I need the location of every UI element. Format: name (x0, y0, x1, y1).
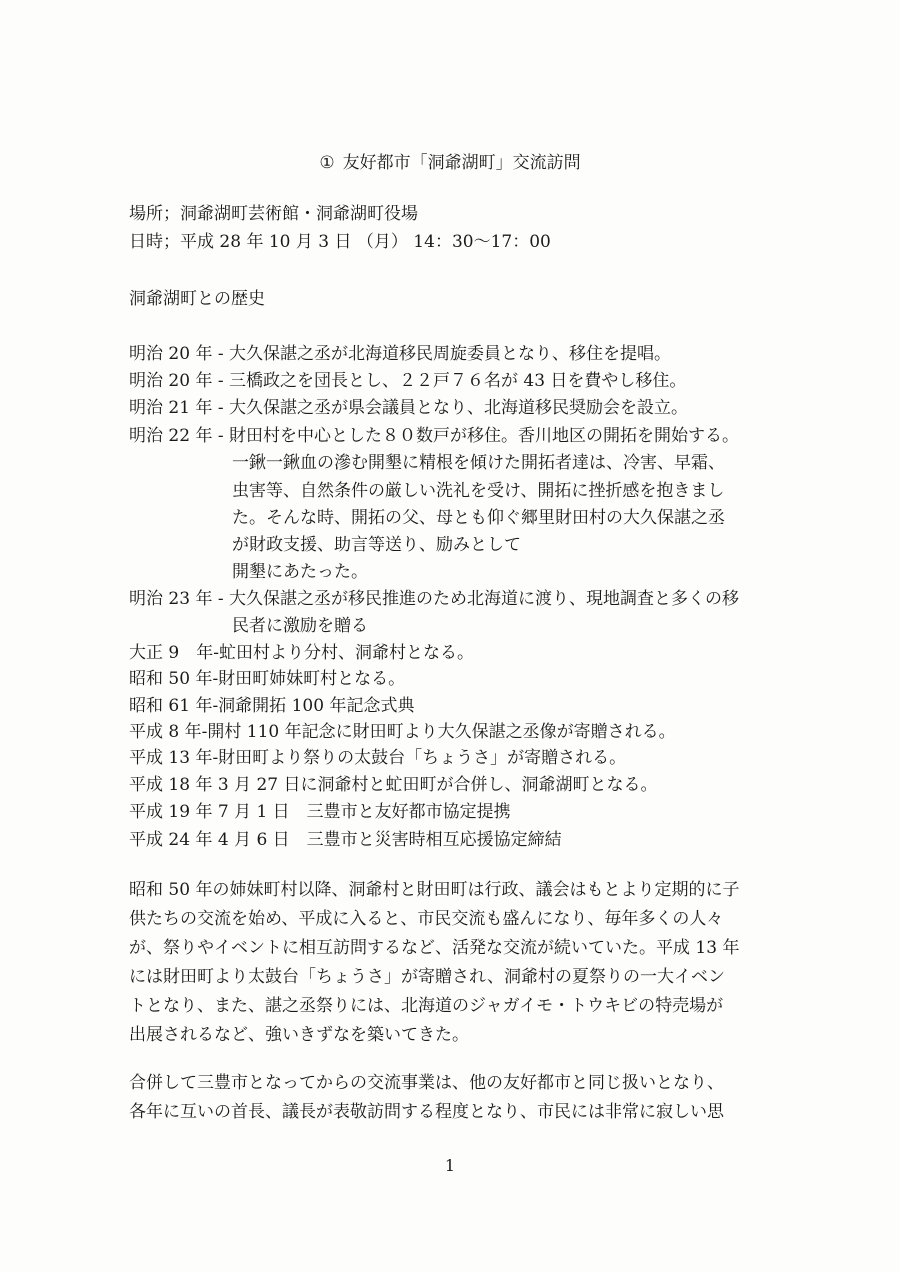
paragraph-line: 供たちの交流を始め、平成に入ると、市民交流も盛んになり、毎年多くの人々 (129, 909, 724, 929)
title-number: ① (319, 153, 335, 173)
paragraph-line: が、祭りやイベントに相互訪問するなど、活発な交流が続いていた。平成 13 年 (129, 938, 740, 958)
history-item: 明治 22 年 - 財田村を中心とした８０数戸が移住。香川地区の開拓を開始する。 (129, 426, 739, 446)
history-item: 平成 8 年-開村 110 年記念に財田町より大久保諶之丞像が寄贈される。 (129, 722, 676, 742)
history-item: 大正 9 年-虻田村より分村、洞爺村となる。 (129, 643, 474, 663)
paragraph-line: 昭和 50 年の姉妹町村以降、洞爺村と財田町は行政、議会はもとより定期的に子 (129, 880, 740, 900)
paragraph-line: 各年に互いの首長、議長が表敬訪問する程度となり、市民には非常に寂しい思 (129, 1102, 724, 1122)
history-item: 平成 13 年-財田町より祭りの太鼓台「ちょうさ」が寄贈される。 (129, 748, 627, 768)
paragraph-line: 出展されるなど、強いきずなを築いてきた。 (129, 1025, 469, 1045)
paragraph-line: には財田町より太鼓台「ちょうさ」が寄贈され、洞爺村の夏祭りの一大イベン (129, 967, 726, 987)
history-item: 平成 24 年 4 月 6 日 三豊市と災害時相互応援協定締結 (129, 830, 562, 850)
page-number: 1 (444, 1156, 456, 1175)
history-item: 明治 20 年 - 大久保諶之丞が北海道移民周旋委員となり、移住を提唱。 (129, 344, 671, 364)
history-detail-line: が財政支援、助言等送り、励みとして (232, 535, 521, 555)
paragraph-line: トとなり、また、諶之丞祭りには、北海道のジャガイモ・トウキビの特売場が (129, 996, 724, 1016)
history-detail-line: 開墾にあたった。 (232, 562, 368, 582)
history-detail-line: 一鍬一鍬血の滲む開墾に精根を傾けた開拓者達は、冷害、早霜、 (232, 453, 725, 473)
history-item: 昭和 50 年-財田町姉妹町村となる。 (129, 669, 406, 689)
paragraph-after-merger (129, 1069, 779, 1127)
history-item: 明治 23 年 - 大久保諶之丞が移民推進のため北海道に渡り、現地調査と多くの移 (129, 589, 739, 609)
history-item: 平成 19 年 7 月 1 日 三豊市と友好都市協定提携 (129, 802, 511, 822)
history-item: 明治 21 年 - 大久保諶之丞が県会議員となり、北海道移民奨励会を設立。 (129, 398, 688, 418)
datetime-line: 日時；平成 28 年 10 月 3 日 （月） 14：30～17：00 (129, 232, 551, 252)
history-item: 明治 20 年 - 三橋政之を団長とし、２２戸７６名が 43 日を費やし移住。 (129, 371, 687, 391)
document-title (0, 148, 900, 173)
history-detail-line: た。そんな時、開拓の父、母とも仰ぐ郷里財田村の大久保諶之丞 (232, 508, 725, 528)
history-item-continued: 民者に激励を贈る (232, 616, 368, 636)
paragraph-line: 合併して三豊市となってからの交流事業は、他の友好都市と同じ扱いとなり、 (129, 1073, 724, 1093)
history-detail-line: 虫害等、自然条件の厳しい洗礼を受け、開拓に挫折感を抱きまし (232, 481, 725, 501)
place-line: 場所；洞爺湖町芸術館・洞爺湖町役場 (129, 204, 418, 224)
title-text: 友好都市「洞爺湖町」交流訪問 (342, 153, 581, 173)
paragraph-exchange-history (129, 876, 779, 1050)
history-item: 昭和 61 年-洞爺開拓 100 年記念式典 (129, 696, 415, 716)
history-item: 平成 18 年 3 月 27 日に洞爺村と虻田町が合併し、洞爺湖町となる。 (129, 775, 658, 795)
section-heading: 洞爺湖町との歴史 (129, 289, 265, 309)
